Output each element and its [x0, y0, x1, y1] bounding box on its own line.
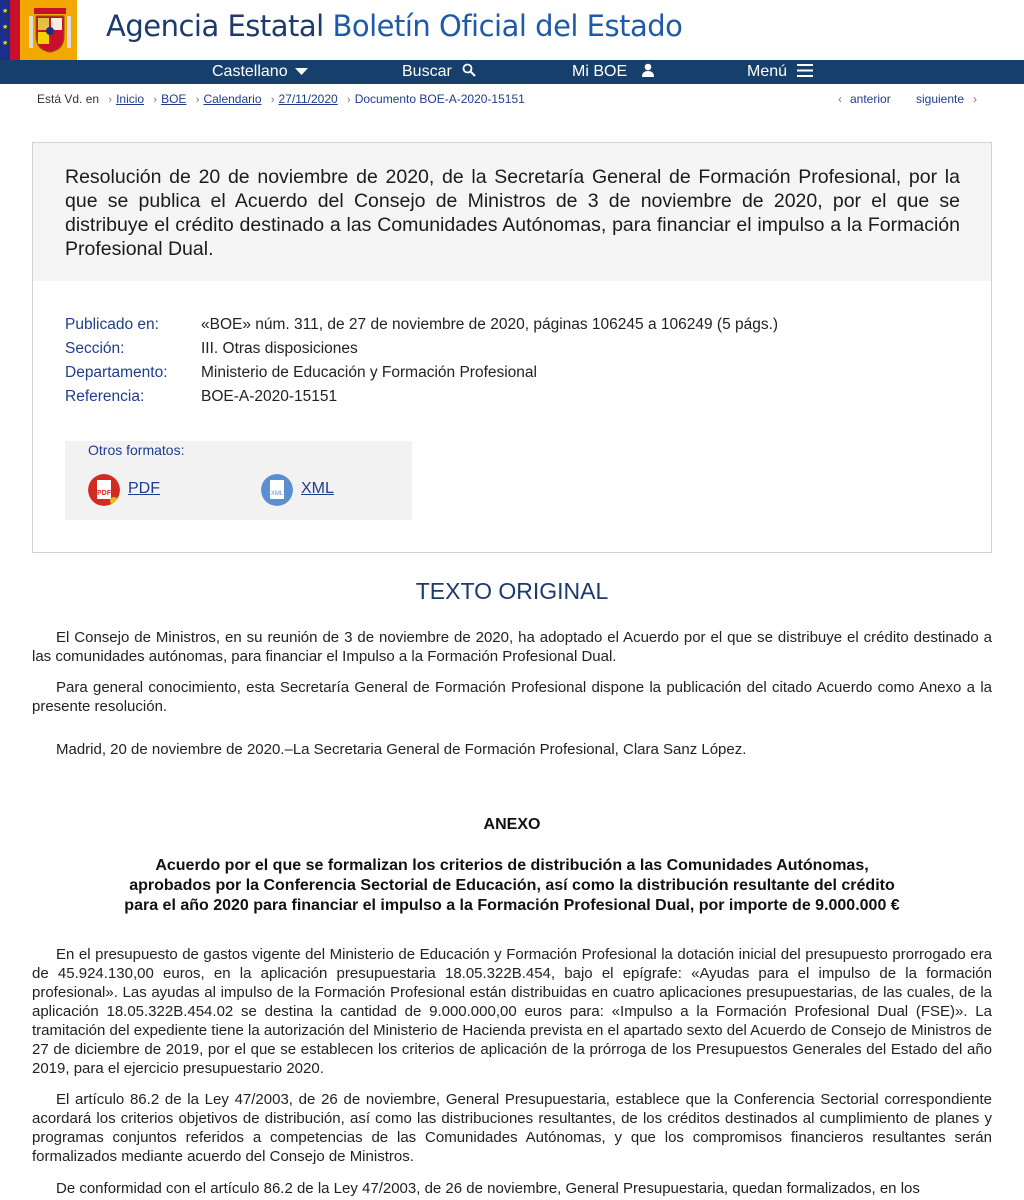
document-metadata: Publicado en: «BOE» núm. 311, de 27 de noviembre de 2020, páginas 106245 a 106249 (5 págs.) Sección: III. Otras disposiciones Departamento: Ministerio de Educación y Formación Profesional Referencia: BOE-A-2020-15151 Otros formatos: PDF PDF XML XML	[32, 281, 992, 553]
main-nav	[0, 60, 1024, 84]
other-formats-label: Otros formatos:	[88, 442, 185, 458]
section-heading: TEXTO ORIGINAL	[415, 578, 609, 604]
chevron-right-icon: ›	[195, 94, 200, 106]
language-selector[interactable]: Castellano	[212, 62, 308, 82]
chevron-left-icon: ‹	[838, 92, 842, 106]
breadcrumb	[37, 92, 525, 106]
chevron-right-icon: ›	[270, 94, 275, 106]
menu-button[interactable]: Menú	[747, 62, 813, 82]
chevron-down-icon	[295, 68, 308, 76]
other-formats-panel: Otros formatos: PDF PDF XML XML	[65, 441, 412, 520]
paragraph: De conformidad con el artículo 86.2 de la Ley 47/2003, de 26 de noviembre, General Presupuestaria, quedan formalizados, en los	[56, 1180, 920, 1197]
annex-heading: ANEXO	[483, 816, 541, 833]
chevron-right-icon: ›	[347, 94, 351, 106]
my-boe-button[interactable]: Mi BOE	[572, 62, 654, 82]
breadcrumb-link-date[interactable]: 27/11/2020	[278, 92, 338, 106]
hamburger-icon	[797, 64, 813, 77]
breadcrumb-link-calendario[interactable]: Calendario	[203, 92, 262, 106]
annex-title-line: para el año 2020 para financiar el impulso a la Formación Profesional Dual, por importe de 9.000.000 €	[124, 897, 900, 914]
chevron-right-icon: ›	[153, 94, 158, 106]
spain-coat-of-arms-logo[interactable]: ★ ★ ★	[0, 0, 77, 60]
svg-text:XML: XML	[270, 491, 284, 497]
svg-text:PDF: PDF	[97, 490, 111, 497]
document-title-box	[32, 142, 992, 283]
signature-paragraph: Madrid, 20 de noviembre de 2020.–La Secretaria General de Formación Profesional, Clara Sanz López.	[56, 741, 747, 758]
paragraph: El artículo 86.2 de la Ley 47/2003, de 26 de noviembre, General Presupuestaria, establece que la Conferencia Sectorial correspondiente acordará los criterios objetivos de distribución, así como las distribuciones resultantes, de los créditos destinados al cumplimiento de planes y programas conjuntos referidos a competencias de las Comunidades Autónomas, y que los compromisos financieros resultantes serán formalizados mediante acuerdo del Consejo de Ministros.	[32, 1091, 992, 1165]
breadcrumb-link-inicio[interactable]: Inicio	[116, 92, 145, 106]
user-icon	[642, 63, 654, 77]
breadcrumb-link-boe[interactable]: BOE	[161, 92, 187, 106]
site-header	[0, 0, 1024, 60]
site-title[interactable]: Agencia Estatal Boletín Oficial del Estado	[106, 9, 683, 43]
pdf-icon	[88, 474, 120, 506]
chevron-right-icon: ›	[973, 92, 978, 106]
breadcrumb-prefix: Está Vd. en	[37, 92, 100, 106]
search-icon	[462, 63, 476, 77]
paragraph: El Consejo de Ministros, en su reunión de 3 de noviembre de 2020, ha adoptado el Acuerdo por el que se distribuye el crédito destinado a las comunidades autónomas, para financiar el Impulso a la Formación Profesional Dual.	[32, 629, 992, 665]
annex-title-line: Acuerdo por el que se formalizan los criterios de distribución a las Comunidades Autónomas,	[155, 857, 869, 874]
paragraph: Para general conocimiento, esta Secretaría General de Formación Profesional dispone la publicación del citado Acuerdo como Anexo a la presente resolución.	[32, 679, 992, 715]
document-title: Resolución de 20 de noviembre de 2020, de la Secretaría General de Formación Profesional, por la que se publica el Acuerdo del Consejo de Ministros de 3 de noviembre de 2020, por el que se distribuye el crédito destinado a las Comunidades Autónomas, para financiar el impulso a la Formación Profesional Dual.	[65, 166, 960, 260]
xml-icon	[261, 474, 293, 506]
annex-title-line: aprobados por la Conferencia Sectorial de Educación, así como la distribución resultante del crédito	[129, 877, 895, 894]
search-button[interactable]: Buscar	[402, 62, 476, 82]
previous-link[interactable]: ‹ anterior	[838, 92, 891, 106]
breadcrumb-current: Documento BOE-A-2020-15151	[354, 92, 525, 106]
paragraph: En el presupuesto de gastos vigente del Ministerio de Educación y Formación Profesional la dotación inicial del presupuesto prorrogado era de 45.924.130,00 euros, en la aplicación presupuestaria 18.05.322B.454, bajo el epígrafe: «Ayudas para el impulso de la formación profesional». Las ayudas al impulso de la Formación Profesional están distribuidas en cuatro aplicaciones presupuestarias, de las cuales, de la aplicación 18.05.322B.454.02 se destina la cantidad de 9.000.000,00 euros para: «Impulso a la Formación Profesional Dual (FSE)». La tramitación del expediente tiene la autorización del Ministerio de Hacienda prevista en el apartado sexto del Acuerdo de Consejo de Ministros de 27 de diciembre de 2019, por el que se establecen los criterios de aplicación de la prórroga de los Presupuestos Generales del Estado del año 2019, para el ejercicio presupuestario 2020.	[32, 946, 992, 1077]
chevron-right-icon: ›	[108, 94, 113, 106]
next-link[interactable]: siguiente ›	[916, 92, 978, 106]
